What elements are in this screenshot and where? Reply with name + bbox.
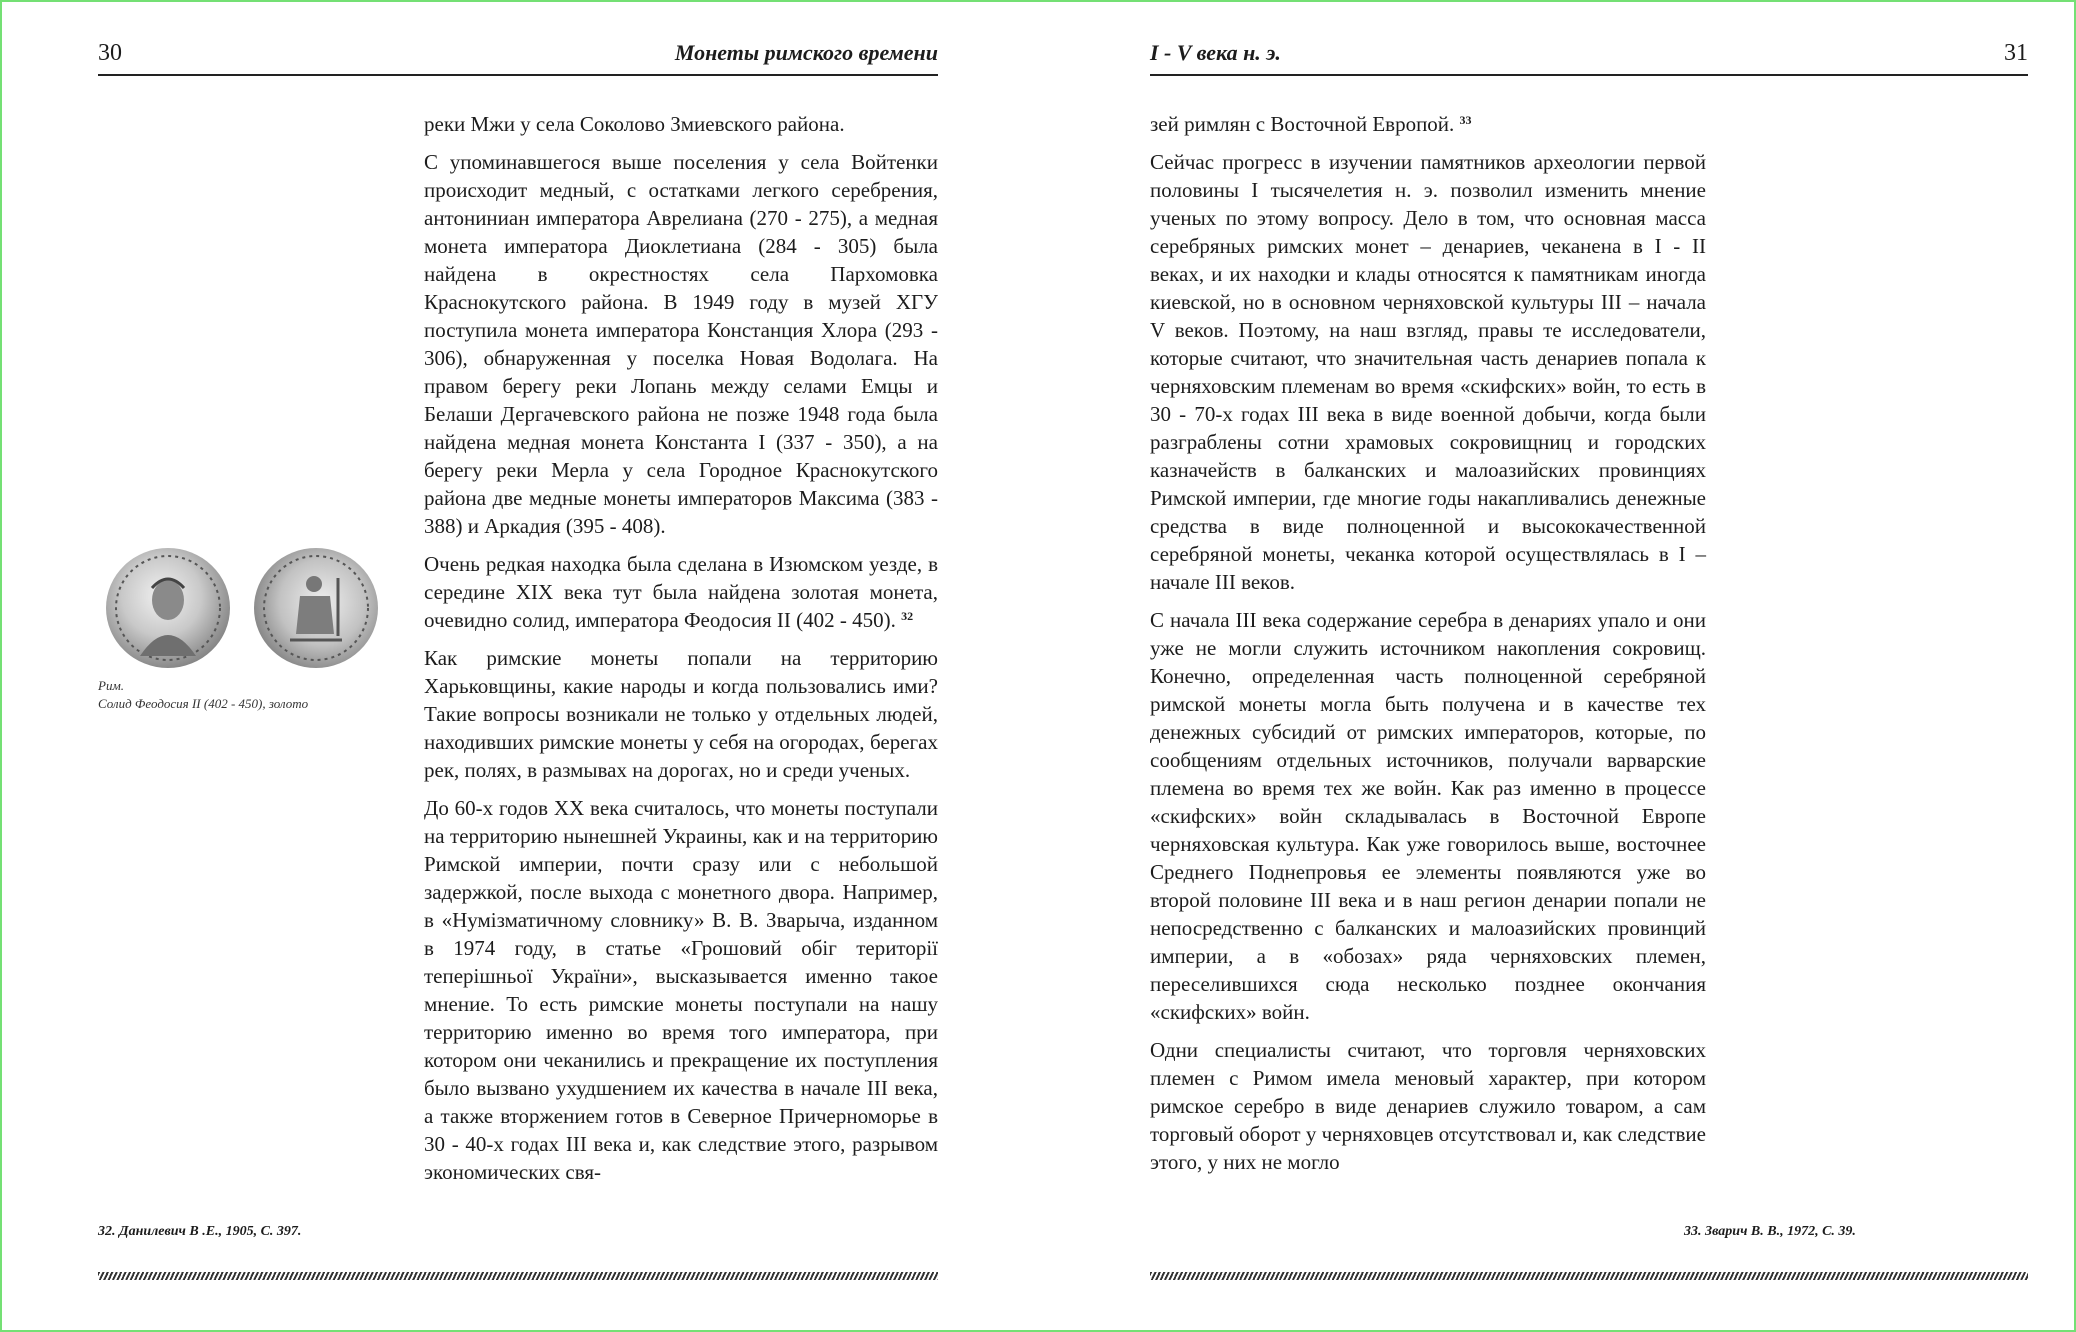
footer-hatch-left	[98, 1272, 938, 1280]
running-title-right: I - V века н. э.	[1150, 40, 1281, 65]
left-paragraph-5: До 60-х годов XX века считалось, что монеты поступали на территорию нынешней Украины, как и на территорию Римской империи, почти сразу или с небольшой задержкой, после выхода с монетного двора. Например, в «Нумізматичному словнику» В. В. Зварыча, изданном в 1974 году, в статье «Грошовий обіг території теперішньої України», высказывается именно такое мнение. То есть римские монеты поступали на нашу территорию именно во время того императора, при котором они чеканились и прекращение их поступления было вызвано ухудшением их качества в начале III века, а также вторжением готов в Северное Причерноморье в 30 - 40-х годах III века и, как следствие этого, разрывом экономических свя-	[424, 796, 938, 1184]
coin-image	[106, 548, 381, 672]
image-caption	[98, 677, 398, 713]
right-first-line-text: зей римлян с Восточной Европой.	[1150, 112, 1455, 136]
right-first-line	[1150, 110, 1706, 138]
caption-line-2: Солид Феодосия II (402 - 450), золото	[98, 696, 309, 711]
caption-line-1: Рим.	[98, 678, 124, 693]
left-paragraph-1: реки Мжи у села Соколово Змиевского района.	[424, 112, 845, 136]
right-text-column	[1150, 110, 1706, 1186]
coin-reverse	[254, 548, 378, 668]
page-number-right: 31	[2004, 40, 2028, 66]
right-page	[1038, 0, 2076, 1332]
footnote-right: 33. Зварич В. В., 1972, С. 39.	[1684, 1224, 1856, 1239]
footer-hatch-right	[1150, 1272, 2028, 1280]
right-paragraph-3: Одни специалисты считают, что торговля черняховских племен с Римом имела меновый характер, при котором римское серебро в виде денариев служило товаром, а сам торговый оборот у черняховцев отсутствовал и, как следствие этого, у них не могло	[1150, 1038, 1706, 1174]
left-text-column	[424, 110, 938, 1196]
left-paragraph-3-text: Очень редкая находка была сделана в Изюмском уезде, в середине XIX века тут была найдена золотая монета, очевидно солид, императора Феодосия II (402 - 450).	[424, 552, 938, 632]
left-paragraph-4: Как римские монеты попали на территорию Харьковщины, какие народы и когда пользовались ими? Такие вопросы возникали не только у отдельных людей, находивших римские монеты у себя на огородах, берегах рек, полях, в размывах на дорогах, но и среди ученых.	[424, 646, 938, 782]
right-paragraph-1: Сейчас прогресс в изучении памятников археологии первой половины I тысячелетия н. э. позволил изменить мнение ученых по этому вопросу. Дело в том, что основная масса серебряных римских монет – денариев, чеканена в I - II веках, и их находки и клады относятся к памятникам иногда киевской, но в основном черняховской культуры III – начала V веков. Поэтому, на наш взгляд, правы те исследователи, которые считают, что значительная часть денариев попала к черняховским племенам во время «скифских» войн, то есть в 30 - 70-х годах III века в виде военной добычи, когда были разграблены сотни храмовых сокровищниц и городских казначейств в балканских и малоазийских провинциях Римской империи, где многие годы накапливались денежные средства в виде полноценной и высококачественной серебряной монеты, чеканка которой осуществлялась в I – начале III веков.	[1150, 150, 1706, 594]
header-rule-right	[1150, 74, 2028, 76]
footnote-ref-33: 33	[1459, 113, 1472, 127]
left-paragraph-2: С упоминавшегося выше поселения у села Войтенки происходит медный, с остатками легкого серебрения, антониниан императора Аврелиана (270 - 275), а медная монета императора Диоклетиана (284 - 305) была найдена в окрестностях села Пархомовка Краснокутского района. В 1949 году в музей ХГУ поступила монета императора Констанция Хлора (293 - 306), обнаруженная у поселка Новая Водолага. На правом берегу реки Лопань между селами Емцы и Белаши Дергачевского района не позже 1948 года была найдена медная монета Константа I (337 - 350), а на берегу реки Мерла у села Городное Краснокутского района две медные монеты императоров Максима (383 - 388) и Аркадия (395 - 408).	[424, 150, 938, 538]
right-paragraph-2: С начала III века содержание серебра в денариях упало и они уже не могли служить источником накопления сокровищ. Конечно, определенная часть полноценной серебряной римской монеты могла быть получена и в качестве тех денежных субсидий от римских императоров, которые, по сообщениям отдельных источников, получали варварские племена во время тех же войн. Как раз именно в процессе «скифских» войн складывалась в Восточной Европе черняховская культура. Как уже говорилось выше, восточнее Среднего Поднепровья ее элементы появляются уже во второй половине III века и в наш регион денарии попали не непосредственно с балканских и малоазийских провинций империи, а в «обозах» ряда черняховских племен, переселившихся сюда несколько позднее окончания «скифских» войн.	[1150, 608, 1706, 1024]
footnote-left: 32. Данилевич В .Е., 1905, С. 397.	[98, 1224, 302, 1239]
running-title-left: Монеты римского времени	[674, 40, 938, 65]
footnote-ref-32: 32	[901, 609, 914, 623]
coin-obverse	[106, 548, 230, 668]
header-rule-left	[98, 74, 938, 76]
page-number-left: 30	[98, 40, 122, 66]
left-paragraph-3	[424, 550, 938, 634]
